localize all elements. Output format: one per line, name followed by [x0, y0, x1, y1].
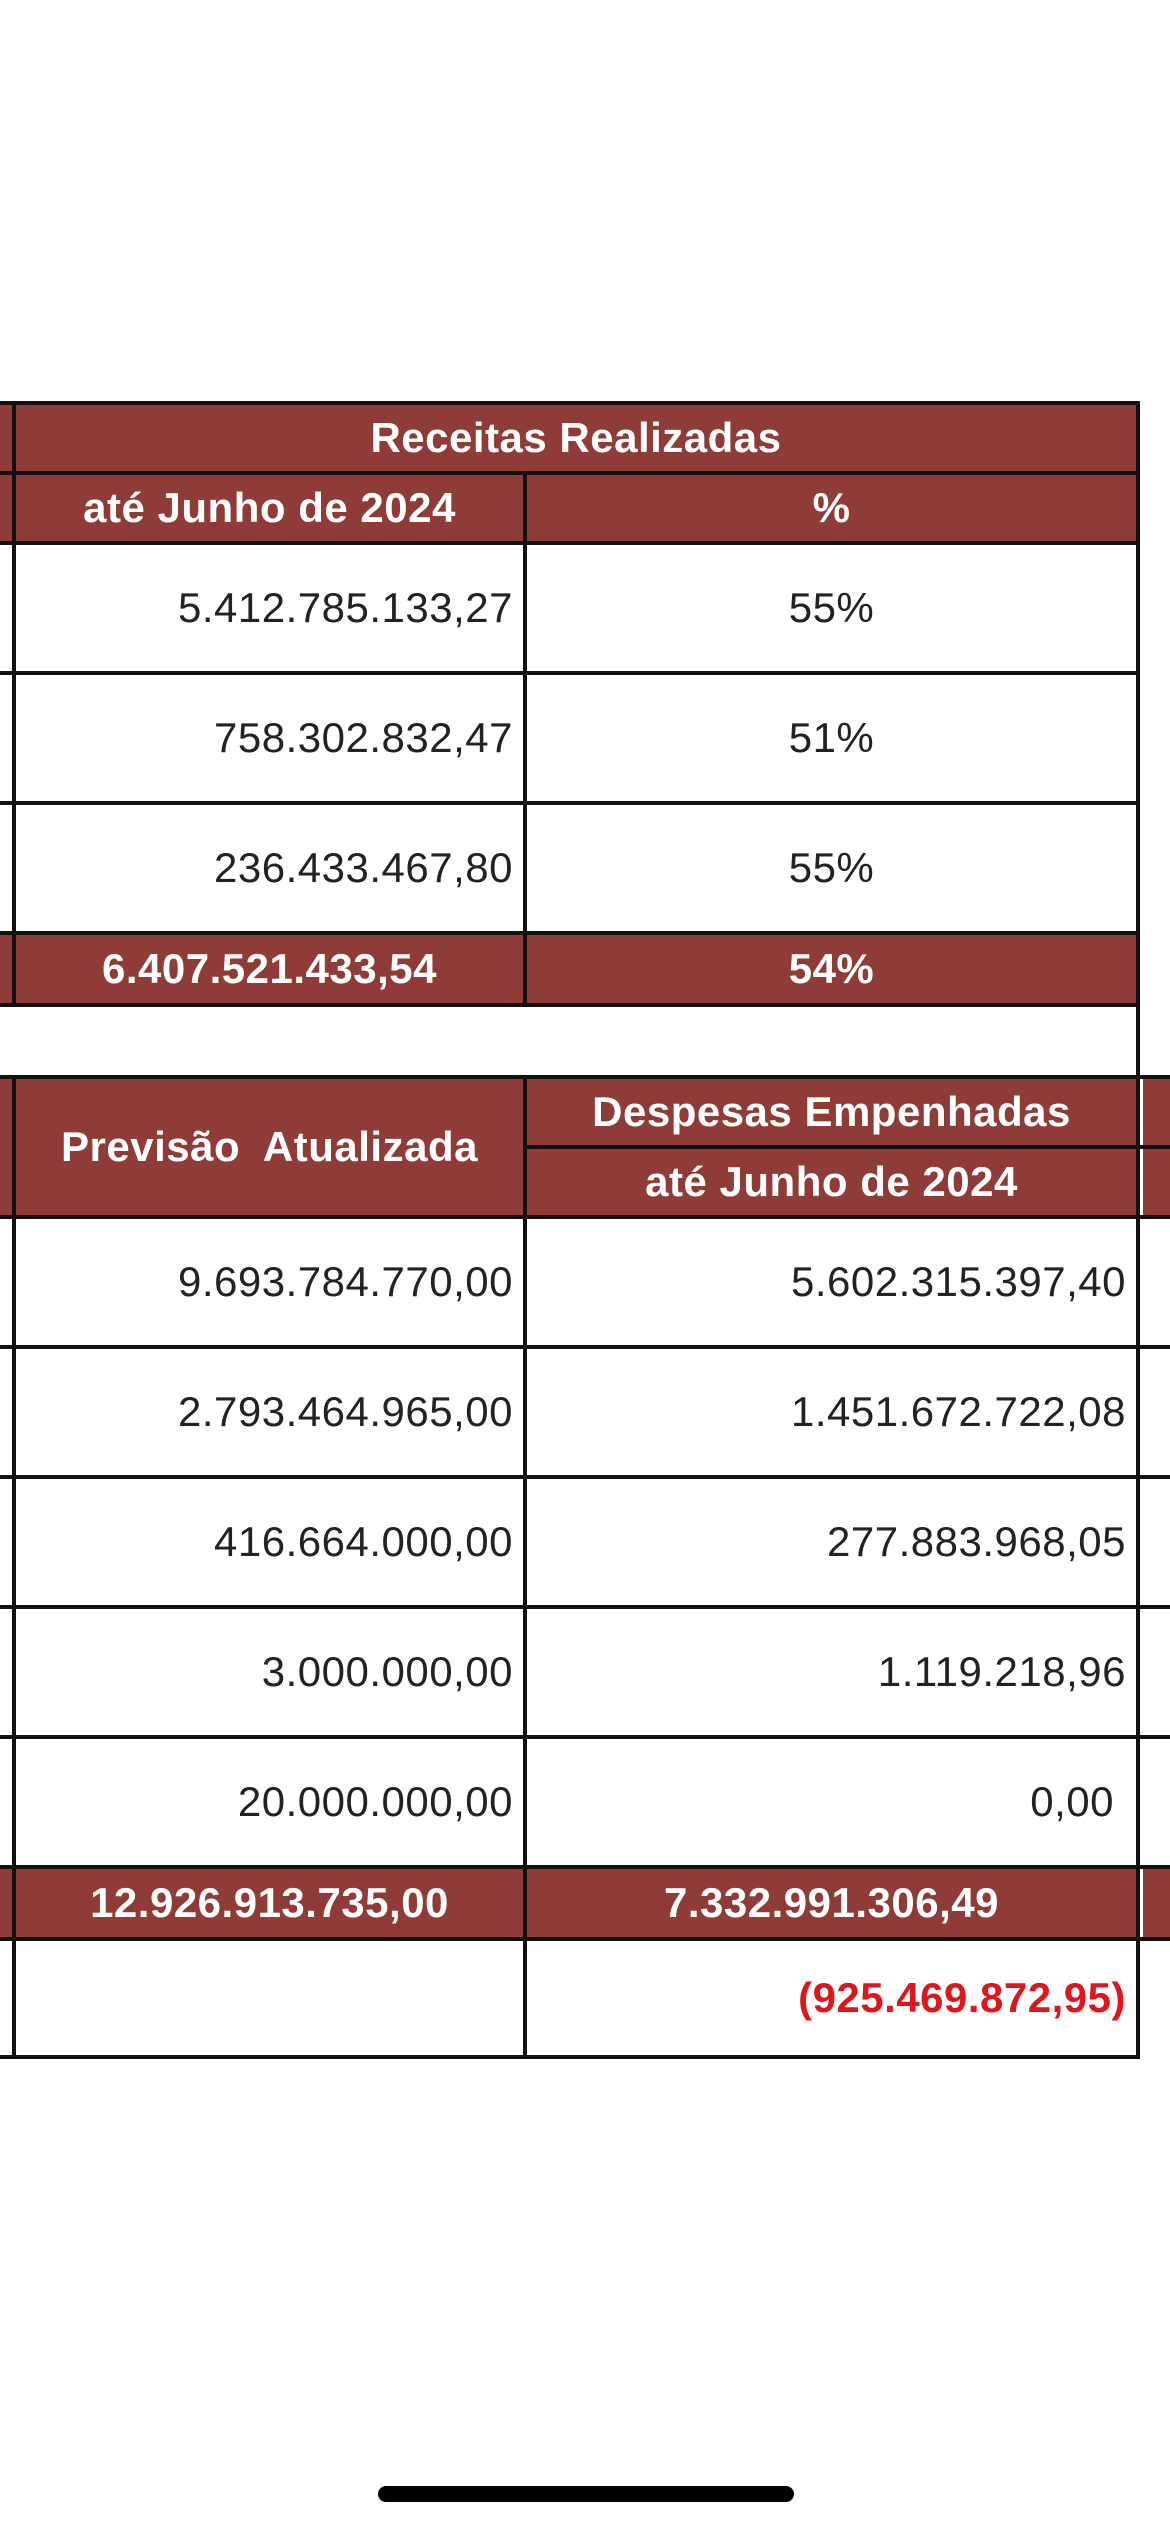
grid-line — [0, 1865, 1170, 1869]
grid-line — [0, 1605, 1170, 1609]
receitas-row-3-percent: 55% — [788, 844, 875, 891]
despesas-row-1-previsao: 9.693.784.770,00 — [178, 1258, 513, 1305]
grid-line — [0, 1937, 1170, 1941]
receitas-col-percent: % — [525, 473, 1138, 543]
grid-line — [0, 801, 1140, 805]
grid-line — [12, 1075, 16, 2059]
grid-line — [0, 1003, 1140, 1007]
despesas-total-previsao: 12.926.913.735,00 — [14, 1867, 525, 1939]
despesas-row-4-empenhadas: 1.119.218,96 — [877, 1648, 1126, 1695]
grid-line — [523, 1075, 527, 2059]
despesas-row-2-empenhadas: 1.451.672.722,08 — [791, 1388, 1126, 1435]
receitas-col-period: até Junho de 2024 — [14, 473, 525, 543]
grid-line — [0, 1475, 1170, 1479]
grid-line — [0, 401, 1140, 405]
despesas-row-3-previsao: 416.664.000,00 — [214, 1518, 513, 1565]
despesas-row-1-empenhadas: 5.602.315.397,40 — [791, 1258, 1126, 1305]
grid-line — [0, 931, 1140, 935]
despesas-title: Despesas Empenhadas — [525, 1077, 1138, 1147]
grid-line — [1136, 1075, 1140, 2059]
grid-line — [0, 1345, 1170, 1349]
grid-line — [0, 471, 1140, 475]
grid-line — [523, 1145, 1170, 1149]
despesas-row-3-empenhadas: 277.883.968,05 — [827, 1518, 1126, 1565]
receitas-total-percent: 54% — [525, 933, 1138, 1005]
receitas-title: Receitas Realizadas — [14, 403, 1138, 473]
grid-line — [0, 2055, 1140, 2059]
receitas-row-1-percent: 55% — [788, 584, 875, 631]
receitas-total-value: 6.407.521.433,54 — [14, 933, 525, 1005]
receitas-row-1-value: 5.412.785.133,27 — [178, 584, 513, 631]
grid-line — [0, 1075, 1170, 1079]
grid-line — [0, 1215, 1170, 1219]
grid-line — [0, 1735, 1170, 1739]
despesas-row-5-previsao: 20.000.000,00 — [237, 1778, 513, 1825]
despesas-col-previsao: Previsão Atualizada — [14, 1077, 525, 1217]
despesas-row-2-previsao: 2.793.464.965,00 — [178, 1388, 513, 1435]
despesas-row-5-empenhadas: 0,00 — [1030, 1778, 1114, 1825]
grid-line — [523, 471, 527, 1005]
receitas-row-2-percent: 51% — [788, 714, 875, 761]
despesas-col-period: até Junho de 2024 — [525, 1147, 1138, 1217]
despesas-total-empenhadas: 7.332.991.306,49 — [525, 1867, 1138, 1939]
right-clipped-total — [1143, 1867, 1170, 1939]
grid-line — [1136, 401, 1140, 1005]
receitas-row-2-value: 758.302.832,47 — [214, 714, 513, 761]
grid-line — [0, 671, 1140, 675]
receitas-row-3-value: 236.433.467,80 — [214, 844, 513, 891]
grid-line — [0, 541, 1140, 545]
despesas-resultado: (925.469.872,95) — [798, 1974, 1126, 2021]
grid-line — [12, 401, 16, 1005]
home-indicator[interactable] — [378, 2486, 794, 2502]
despesas-row-4-previsao: 3.000.000,00 — [261, 1648, 513, 1695]
grid-line — [1136, 1005, 1140, 1077]
